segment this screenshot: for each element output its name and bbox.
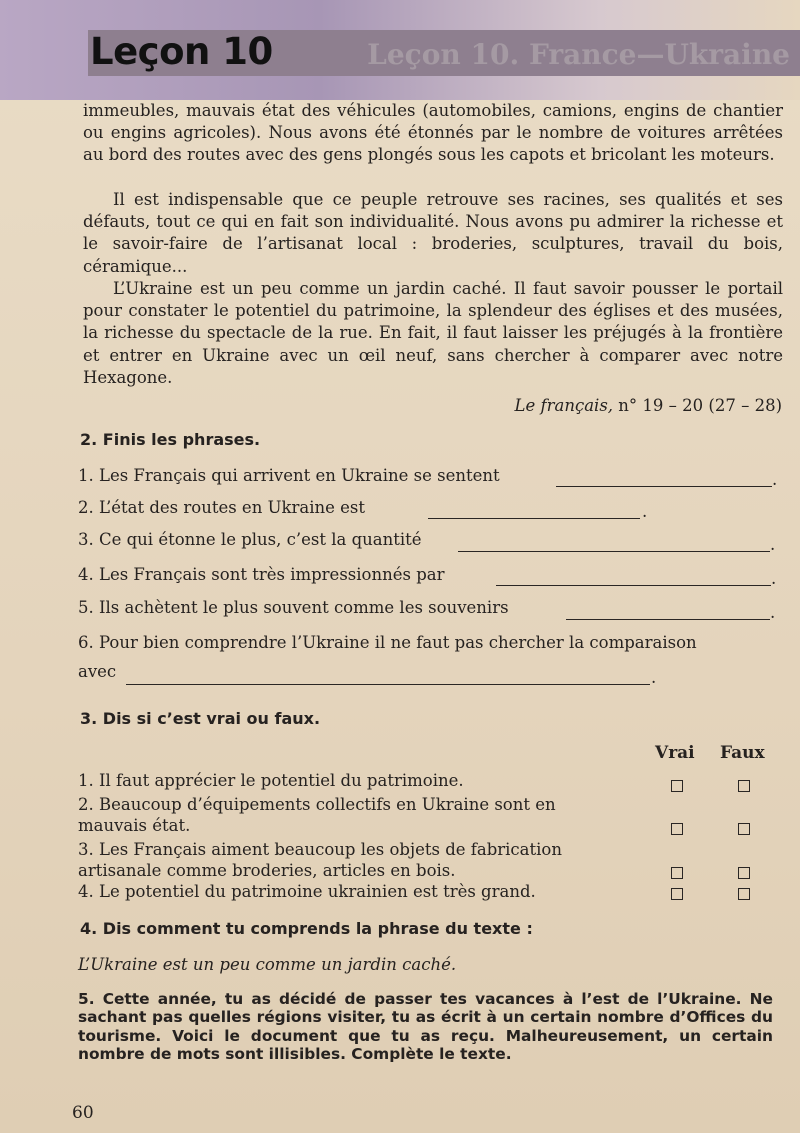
checkbox-false-4[interactable]	[738, 888, 750, 900]
statement-2: 2. Beaucoup d’équipements collectifs en Ukraine sont en mauvais état.	[78, 795, 556, 835]
source-title: Le français,	[514, 396, 614, 415]
exercise-4-heading: 4. Dis comment tu comprends la phrase du texte :	[80, 919, 533, 938]
exercise-2-item-6-continuation: avec	[78, 662, 117, 681]
statement-1: 1. Il faut apprécier le potentiel du patrimoine.	[78, 771, 464, 790]
exercise-3-heading: 3. Dis si c’est vrai ou faux.	[80, 709, 321, 728]
checkbox-false-1[interactable]	[738, 780, 750, 792]
answer-blank-2[interactable]	[428, 518, 640, 519]
checkbox-true-4[interactable]	[671, 888, 683, 900]
checkbox-false-3[interactable]	[738, 867, 750, 879]
period: .	[772, 470, 778, 489]
period: .	[642, 502, 648, 521]
page-number: 60	[72, 1103, 94, 1123]
answer-blank-3[interactable]	[458, 551, 770, 552]
exercise-2-item-6: 6. Pour bien comprendre l’Ukraine il ne faut pas chercher la comparaison	[78, 633, 697, 652]
exercise-5-instructions: 5. Cette année, tu as décidé de passer tes vacances à l’est de l’Ukraine. Ne sachant pas quelles régions visiter, tu as écrit à un certain nombre d’Offices du tourisme. Voici le document que tu as reçu. Malheureusement, un certain nombre de mots sont illisibles. Complète le texte.	[78, 990, 773, 1064]
source-citation	[515, 396, 782, 415]
lesson-title: Leçon 10	[90, 30, 273, 73]
quoted-sentence: L’Ukraine est un peu comme un jardin caché.	[78, 955, 457, 974]
period: .	[651, 668, 657, 687]
exercise-2-item-3: 3. Ce qui étonne le plus, c’est la quantité	[78, 530, 422, 549]
answer-blank-6[interactable]	[126, 684, 650, 685]
exercise-2-item-1: 1. Les Français qui arrivent en Ukraine se sentent	[78, 466, 500, 485]
source-issue: n° 19 – 20 (27 – 28)	[618, 396, 782, 415]
column-false: Faux	[720, 743, 765, 763]
paragraph-3: L’Ukraine est un peu comme un jardin caché. Il faut savoir pousser le portail pour constater le potentiel du patrimoine, la splendeur des églises et des musées, la richesse du spectacle de la rue. En fait, il faut laisser les préjugés à la frontière et entrer en Ukraine avec un œil neuf, sans chercher à comparer avec notre Hexagone.	[83, 279, 783, 387]
lesson-subtitle: Leçon 10. France—Ukraine	[367, 38, 790, 71]
exercise-2-item-4: 4. Les Français sont très impressionnés par	[78, 565, 445, 584]
column-true: Vrai	[655, 743, 695, 763]
statement-3: 3. Les Français aiment beaucoup les objets de fabrication artisanale comme broderies, articles en bois.	[78, 840, 562, 880]
answer-blank-1[interactable]	[556, 486, 772, 487]
checkbox-true-1[interactable]	[671, 780, 683, 792]
paragraph-1: immeubles, mauvais état des véhicules (automobiles, camions, engins de chantier ou engins agricoles). Nous avons été étonnés par le nombre de voitures arrêtées au bord des routes avec des gens plongés sous les capots et bricolant les moteurs.	[83, 101, 783, 165]
period: .	[770, 535, 776, 554]
period: .	[770, 603, 776, 622]
checkbox-false-2[interactable]	[738, 823, 750, 835]
exercise-2-heading: 2. Finis les phrases.	[80, 430, 261, 449]
paragraph-2: Il est indispensable que ce peuple retrouve ses racines, ses qualités et ses défauts, tout ce qui en fait son individualité. Nous avons pu admirer la richesse et le savoir-faire de l’artisanat local : broderies, sculptures, travail du bois, céramique...	[83, 190, 783, 276]
exercise-2-item-5: 5. Ils achètent le plus souvent comme les souvenirs	[78, 598, 509, 617]
checkbox-true-3[interactable]	[671, 867, 683, 879]
exercise-2-item-2: 2. L’état des routes en Ukraine est	[78, 498, 365, 517]
period: .	[771, 569, 777, 588]
answer-blank-4[interactable]	[496, 585, 771, 586]
checkbox-true-2[interactable]	[671, 823, 683, 835]
answer-blank-5[interactable]	[566, 619, 770, 620]
statement-4: 4. Le potentiel du patrimoine ukrainien est très grand.	[78, 882, 536, 901]
